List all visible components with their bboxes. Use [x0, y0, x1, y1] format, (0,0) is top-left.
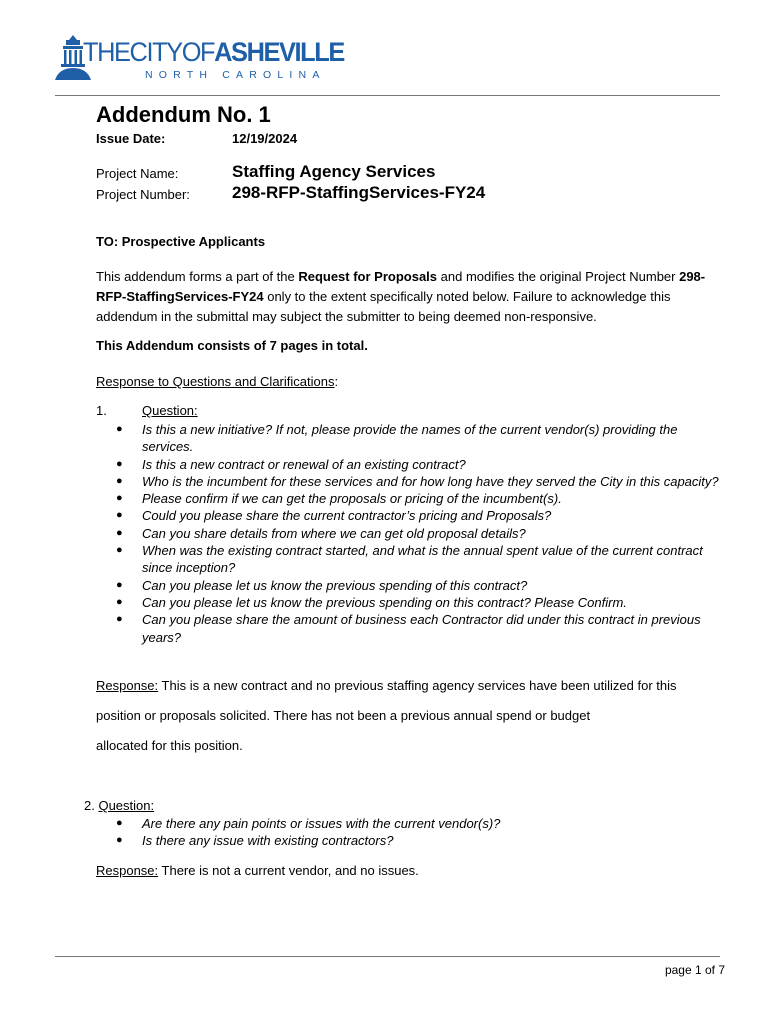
- question-2-label: 2. Question:: [84, 798, 155, 813]
- question-1-number: 1.: [96, 403, 107, 418]
- logo-wordmark: THECITYOFASHEVILLE: [83, 37, 344, 67]
- list-item: ● Can you share details from where we can get old proposal details?: [116, 525, 526, 541]
- city-logo: [53, 34, 353, 84]
- header-divider: [55, 95, 720, 96]
- list-item: ● When was the existing contract started, and what is the annual spent value of the current contract since inception?: [116, 543, 703, 576]
- logo-subtitle: NORTH CAROLINA: [145, 69, 326, 81]
- issue-date-label: Issue Date:: [96, 131, 166, 146]
- responses-heading: Response to Questions and Clarifications:: [96, 374, 339, 389]
- page-number: page 1 of 7: [664, 963, 725, 977]
- list-item: ● Can you please let us know the previous spending of this contract?: [116, 577, 528, 593]
- bullet-icon: ●: [116, 544, 123, 557]
- project-number-label: Project Number:: [96, 187, 190, 202]
- bullet-icon: ●: [116, 509, 123, 522]
- issue-date-value: 12/19/2024: [232, 131, 298, 146]
- question-1-label: Question:: [142, 403, 198, 418]
- bullet-icon: ●: [116, 526, 123, 539]
- question-1-response-line-2: position or proposals solicited. There has not been a previous annual spend or budget: [96, 708, 591, 723]
- bullet-icon: ●: [116, 578, 123, 591]
- page-count-statement: This Addendum consists of 7 pages in total.: [96, 338, 368, 353]
- list-item: ● Is there any issue with existing contractors?: [116, 833, 394, 849]
- list-item: ● Can you please let us know the previous spending on this contract? Please Confirm.: [116, 594, 627, 610]
- project-name-value: Staffing Agency Services: [232, 162, 436, 181]
- list-item: ● Please confirm if we can get the proposals or pricing of the incumbent(s).: [116, 491, 562, 507]
- list-item: ● Is this a new contract or renewal of an existing contract?: [116, 456, 466, 472]
- question-1-response-line-3: allocated for this position.: [96, 738, 243, 753]
- list-item: ● Are there any pain points or issues with the current vendor(s)?: [116, 816, 501, 831]
- question-2-list: [116, 815, 726, 850]
- bullet-icon: ●: [116, 595, 123, 608]
- question-1-response: Response: This is a new contract and no previous staffing agency services have been utilized for this: [96, 678, 677, 693]
- bullet-icon: ●: [116, 423, 123, 435]
- list-item: ● Who is the incumbent for these services and for how long have they served the City in this capacity?: [116, 473, 719, 489]
- bullet-icon: ●: [116, 834, 123, 847]
- project-number-value: 298-RFP-StaffingServices-FY24: [232, 183, 486, 202]
- footer-divider: [55, 956, 720, 957]
- bullet-icon: ●: [116, 817, 123, 829]
- bullet-icon: ●: [116, 492, 123, 505]
- project-name-label: Project Name:: [96, 166, 179, 181]
- bullet-icon: ●: [116, 474, 123, 487]
- question-1-list: [116, 421, 726, 646]
- intro-paragraph: This addendum forms a part of the Request for Proposals and modifies the original Project Number 298-RFP-StaffingServices-FY24 only to the extent specifically noted below. Failure to acknowledge this addendum in the submittal may subject the submitter to being deemed non-responsive.: [96, 269, 706, 324]
- question-2-response: Response: There is not a current vendor, and no issues.: [96, 863, 419, 878]
- list-item: ● Could you please share the current contractor’s pricing and Proposals?: [116, 508, 552, 524]
- bullet-icon: ●: [116, 613, 123, 626]
- addressee-line: TO: Prospective Applicants: [96, 234, 266, 249]
- bullet-icon: ●: [116, 457, 123, 470]
- list-item: ● Can you please share the amount of business each Contractor did under this contract in previous years?: [116, 612, 701, 645]
- document-title: Addendum No. 1: [96, 102, 271, 127]
- list-item: ● Is this a new initiative? If not, please provide the names of the current vendor(s) providing the services.: [116, 422, 678, 455]
